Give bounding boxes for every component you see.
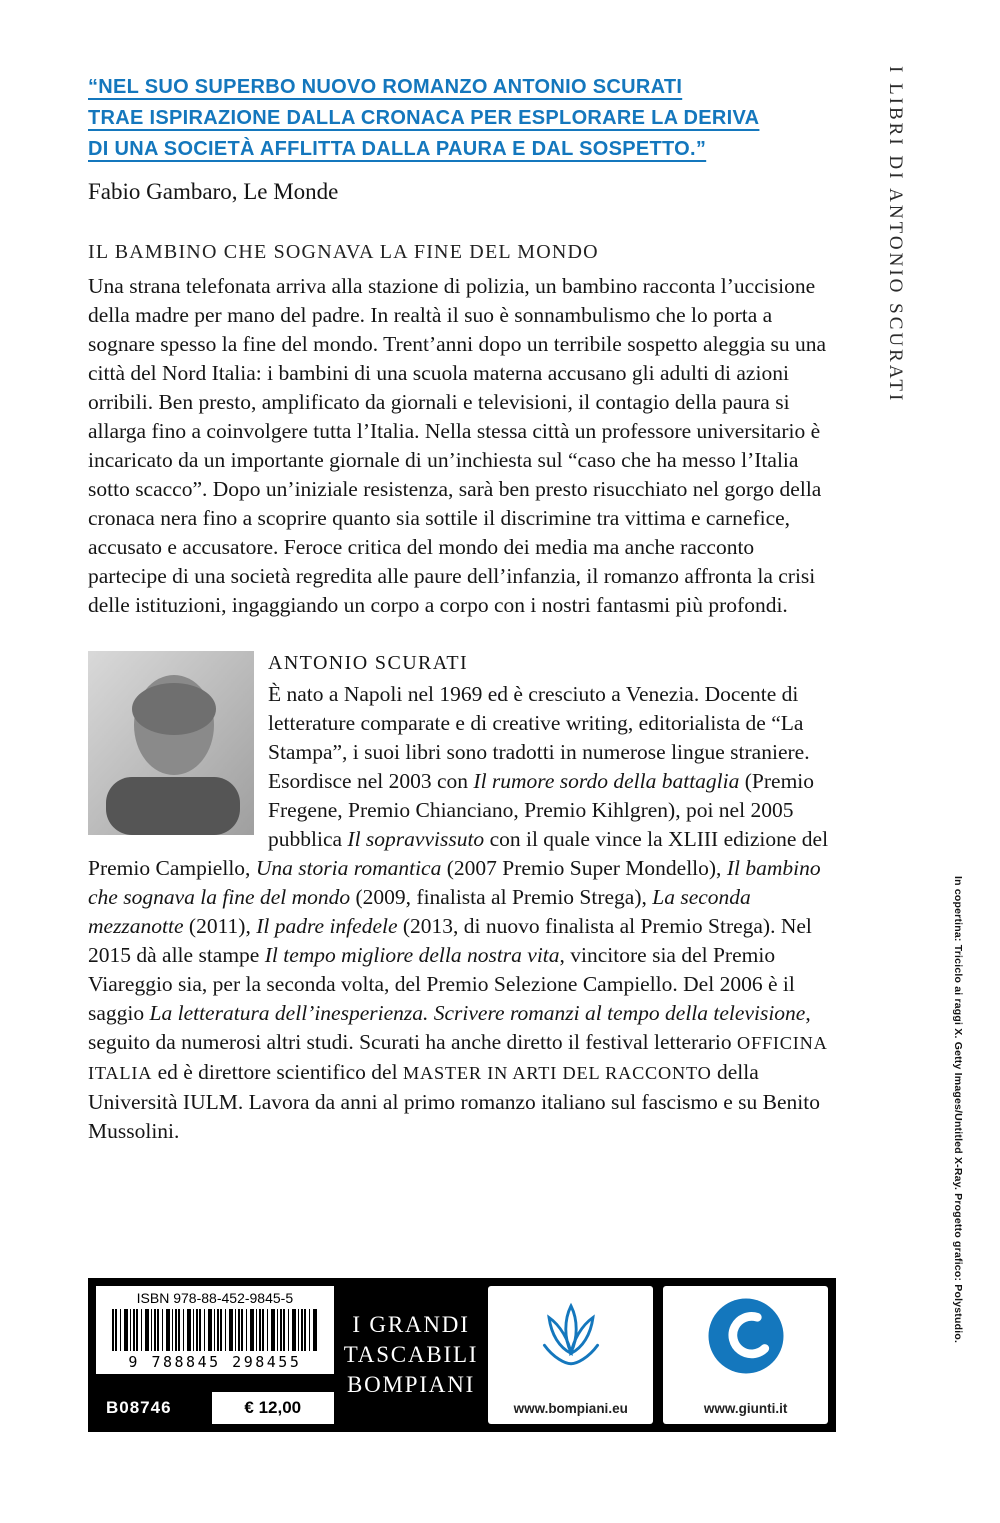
imprint-line: TASCABILI	[343, 1342, 479, 1367]
author-portrait-placeholder	[88, 651, 254, 835]
synopsis-title: IL BAMBINO CHE SOGNAVA LA FINE DEL MONDO	[88, 241, 599, 263]
imprint-line: I GRANDI	[352, 1312, 470, 1337]
pull-quote-line: DI UNA SOCIETÀ AFFLITTA DALLA PAURA E DAL SOSPETTO.”	[88, 138, 707, 160]
quote-attribution: Fabio Gambaro, Le Monde	[88, 179, 339, 204]
code-price-row	[96, 1392, 334, 1424]
giunti-url: www.giunti.it	[703, 1401, 788, 1416]
isbn-panel	[96, 1286, 334, 1374]
bompiani-box	[488, 1286, 653, 1424]
pull-quote	[88, 72, 836, 165]
isbn-block	[96, 1286, 334, 1424]
giunti-box	[663, 1286, 828, 1424]
imprint-name	[344, 1286, 478, 1424]
barcode-digits: 9 788845 298455	[128, 1353, 302, 1371]
pull-quote-line: “NEL SUO SUPERBO NUOVO ROMANZO ANTONIO SCURATI	[88, 76, 683, 98]
isbn-number: ISBN 978-88-452-9845-5	[136, 1290, 294, 1306]
imprint-lines	[344, 1310, 478, 1400]
pull-quote-line: TRAE ISPIRAZIONE DALLA CRONACA PER ESPLORARE LA DERIVA	[88, 107, 760, 129]
author-bio: È nato a Napoli nel 1969 ed è cresciuto a Venezia. Docente di letterature comparate e di creative writing, editorialista de “La Stampa”, i suoi libri sono tradotti in numerose lingue straniere. Esordisce nel 2003 con Il rumore sordo della battaglia (Premio Fregene, Premio Chianciano, Premio Kihlgren), poi nel 2005 pubblica Il sopravvissuto con il quale vince la XLIII edizione del Premio Campiello, Una storia romantica (2007 Premio Super Mondello), Il bambino che sognava la fine del mondo (2009, finalista al Premio Strega), La seconda mezzanotte (2011), Il padre infedele (2013, di nuovo finalista al Premio Strega). Nel 2015 dà alle stampe Il tempo migliore della nostra vita, vincitore sia del Premio Viareggio sia, per la seconda volta, del Premio Selezione Campiello. Del 2006 è il saggio La letteratura dell’inesperienza. Scrivere romanzi al tempo della televisione, seguito da numerosi altri studi. Scurati ha anche diretto il festival letterario OFFICINA ITALIA ed è direttore scientifico del MASTER IN ARTI DEL RACCONTO della Università IULM. Lavora da anni al primo romanzo italiano sul fascismo e su Benito Mussolini.	[88, 682, 829, 1143]
colophon-bar	[88, 1278, 836, 1432]
bompiani-url: www.bompiani.eu	[513, 1401, 628, 1416]
synopsis-body: Una strana telefonata arriva alla stazione di polizia, un bambino racconta l’uccisione della madre per mano del padre. In realtà il suo è sonnambulismo che lo porta a sognare spesso la fine del mondo. Trent’anni dopo un terribile sospetto aleggia su una città del Nord Italia: i bambini di una scuola materna accusano gli adulti di azioni orribili. Ben presto, amplificato da giornali e televisioni, il contagio della paura si allarga fino a coinvolgere tutta l’Italia. Nella stessa città un professore universitario è incaricato da un importante giornale di un’inchiesta sul “caso che ha messo l’Italia sotto scacco”. Dopo un’iniziale resistenza, sarà ben presto risucchiato nel gorgo della cronaca nera fino a scoprire quanto sia sottile il discrimine tra vittima e carnefice, accusato e accusatore. Feroce critica del mondo dei media ma anche racconto partecipe di una società regredita alle paure dell’infanzia, il romanzo affronta la crisi delle istituzioni, ingaggiando un corpo a corpo con i nostri fantasmi più profondi.	[88, 274, 827, 617]
cover-credits-vertical: In copertina: Triciclo ai raggi X. Getty Images/Untitled X-Ray. Progetto grafico: Polystudio.	[952, 876, 964, 1344]
author-photo	[88, 651, 254, 835]
imprint-line: BOMPIANI	[346, 1372, 476, 1397]
product-code: B08746	[106, 1398, 172, 1417]
author-name: ANTONIO SCURATI	[268, 652, 469, 674]
main-content	[88, 72, 836, 1146]
bompiani-logo-icon	[534, 1296, 608, 1376]
series-title-vertical: I LIBRI DI ANTONIO SCURATI	[885, 66, 906, 404]
author-section	[88, 646, 836, 1146]
barcode	[112, 1309, 318, 1351]
giunti-logo-icon	[706, 1296, 786, 1376]
price: € 12,00	[212, 1392, 334, 1424]
